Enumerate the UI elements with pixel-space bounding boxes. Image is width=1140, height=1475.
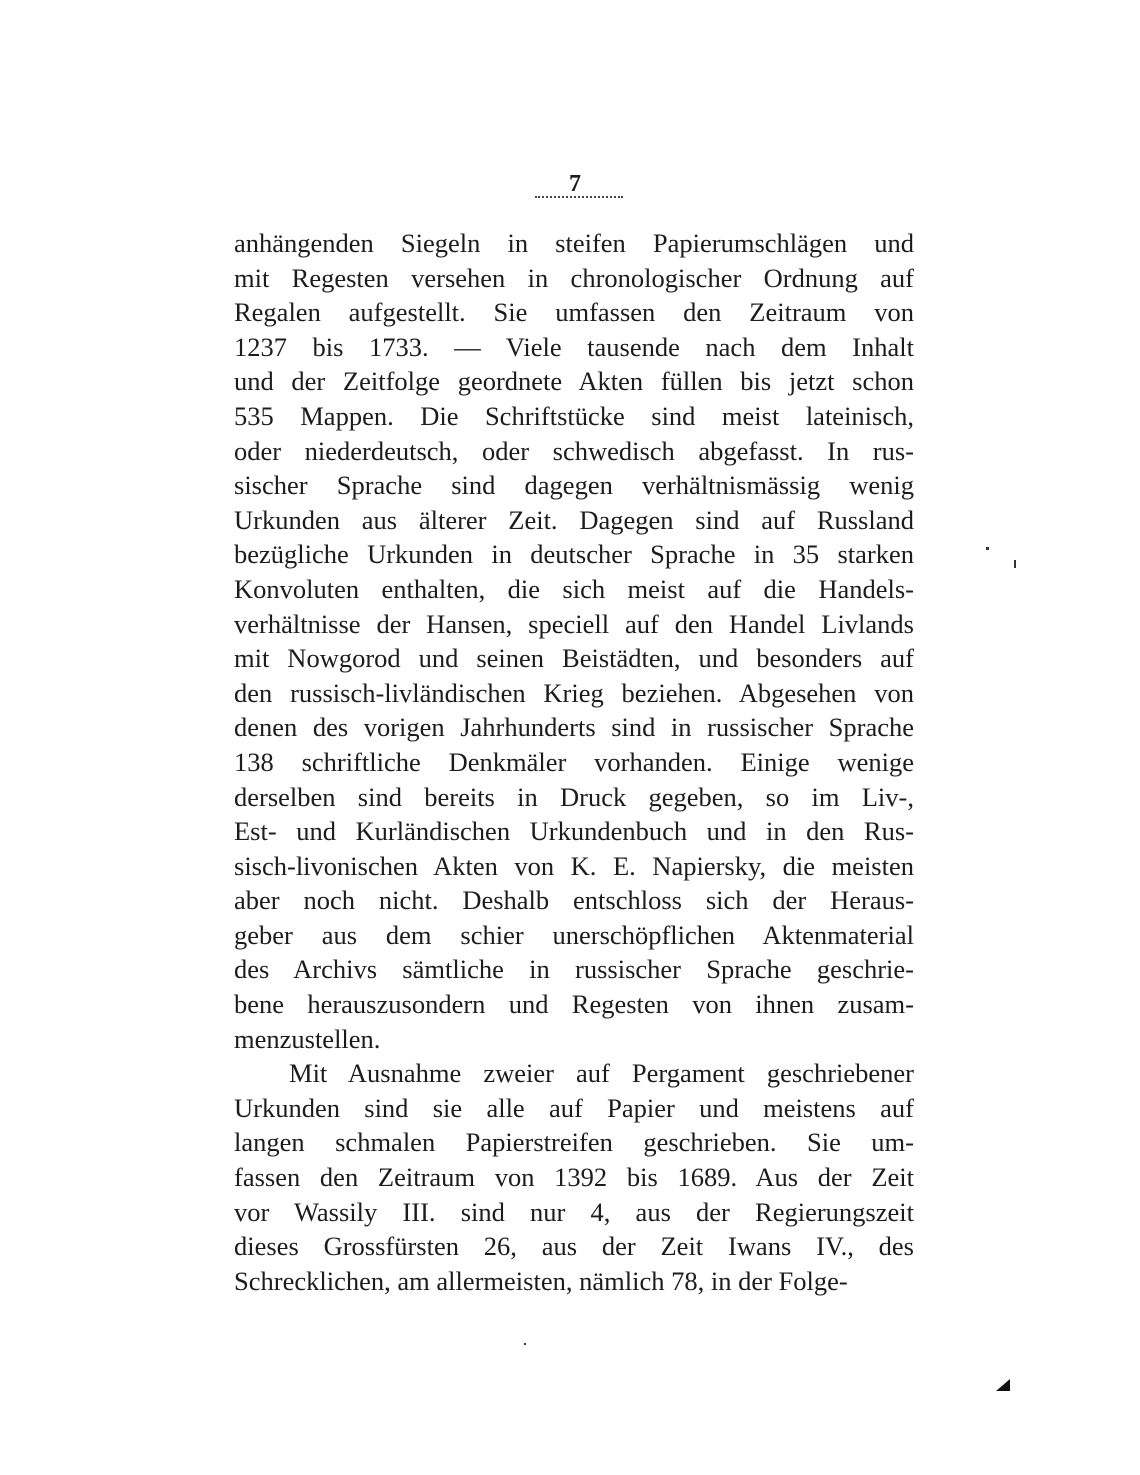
text-line: Urkunden aus älterer Zeit. Dagegen sind auf Russland bbox=[234, 504, 914, 535]
text-line: Regalen aufgestellt. Sie umfassen den Zeitraum von bbox=[234, 297, 914, 328]
text-line: mit Regesten versehen in chronologischer Ordnung auf bbox=[234, 262, 914, 293]
text-line: bezügliche Urkunden in deutscher Sprache in 35 starken bbox=[234, 539, 914, 570]
body-text bbox=[234, 226, 914, 1298]
text-line: Schrecklichen, am allermeisten, nämlich 78, in der Folge- bbox=[234, 1265, 848, 1296]
text-line: sischer Sprache sind dagegen verhältnismässig wenig bbox=[234, 470, 914, 501]
text-line: derselben sind bereits in Druck gegeben, so im Liv-, bbox=[234, 781, 914, 812]
text-line: fassen den Zeitraum von 1392 bis 1689. Aus der Zeit bbox=[234, 1162, 914, 1193]
text-line: Konvoluten enthalten, die sich meist auf die Handels- bbox=[234, 573, 914, 604]
margin-speck bbox=[986, 547, 989, 550]
text-line: anhängenden Siegeln in steifen Papierumschlägen und bbox=[234, 228, 914, 258]
page-number: 7 bbox=[569, 171, 581, 197]
text-line: menzustellen. bbox=[234, 1023, 381, 1054]
text-line: aber noch nicht. Deshalb entschloss sich der Heraus- bbox=[234, 885, 914, 916]
page-number-ornament bbox=[535, 196, 623, 198]
margin-speck bbox=[524, 1343, 526, 1345]
text-line: 138 schriftliche Denkmäler vorhanden. Einige wenige bbox=[234, 746, 914, 777]
paragraph-2 bbox=[234, 1056, 914, 1298]
text-line: dieses Grossfürsten 26, aus der Zeit Iwans IV., des bbox=[234, 1231, 914, 1262]
text-line: geber aus dem schier unerschöpflichen Aktenmaterial bbox=[234, 919, 914, 950]
paragraph-1 bbox=[234, 226, 914, 1056]
text-line: und der Zeitfolge geordnete Akten füllen bis jetzt schon bbox=[234, 366, 914, 397]
corner-mark bbox=[996, 1379, 1010, 1391]
text-line: oder niederdeutsch, oder schwedisch abgefasst. In rus- bbox=[234, 435, 914, 466]
text-line: vor Wassily III. sind nur 4, aus der Regierungszeit bbox=[234, 1196, 914, 1227]
text-line: bene herauszusondern und Regesten von ihnen zusam- bbox=[234, 989, 914, 1020]
text-line: Mit Ausnahme zweier auf Pergament geschriebener bbox=[289, 1058, 914, 1089]
text-line: den russisch-livländischen Krieg beziehen. Abgesehen von bbox=[234, 677, 914, 708]
text-line: verhältnisse der Hansen, speciell auf den Handel Livlands bbox=[234, 608, 914, 639]
text-line: Urkunden sind sie alle auf Papier und meistens auf bbox=[234, 1092, 914, 1123]
text-line: 535 Mappen. Die Schriftstücke sind meist lateinisch, bbox=[234, 400, 914, 431]
text-line: langen schmalen Papierstreifen geschrieben. Sie um- bbox=[234, 1127, 914, 1158]
text-line: 1237 bis 1733. — Viele tausende nach dem Inhalt bbox=[234, 331, 914, 362]
text-line: sisch-livonischen Akten von K. E. Napiersky, die meisten bbox=[234, 850, 914, 881]
text-line: Est- und Kurländischen Urkundenbuch und in den Rus- bbox=[234, 816, 914, 847]
margin-speck bbox=[1014, 560, 1016, 568]
text-line: denen des vorigen Jahrhunderts sind in russischer Sprache bbox=[234, 712, 914, 743]
text-line: mit Nowgorod und seinen Beistädten, und besonders auf bbox=[234, 643, 914, 674]
text-line: des Archivs sämtliche in russischer Sprache geschrie- bbox=[234, 954, 914, 985]
